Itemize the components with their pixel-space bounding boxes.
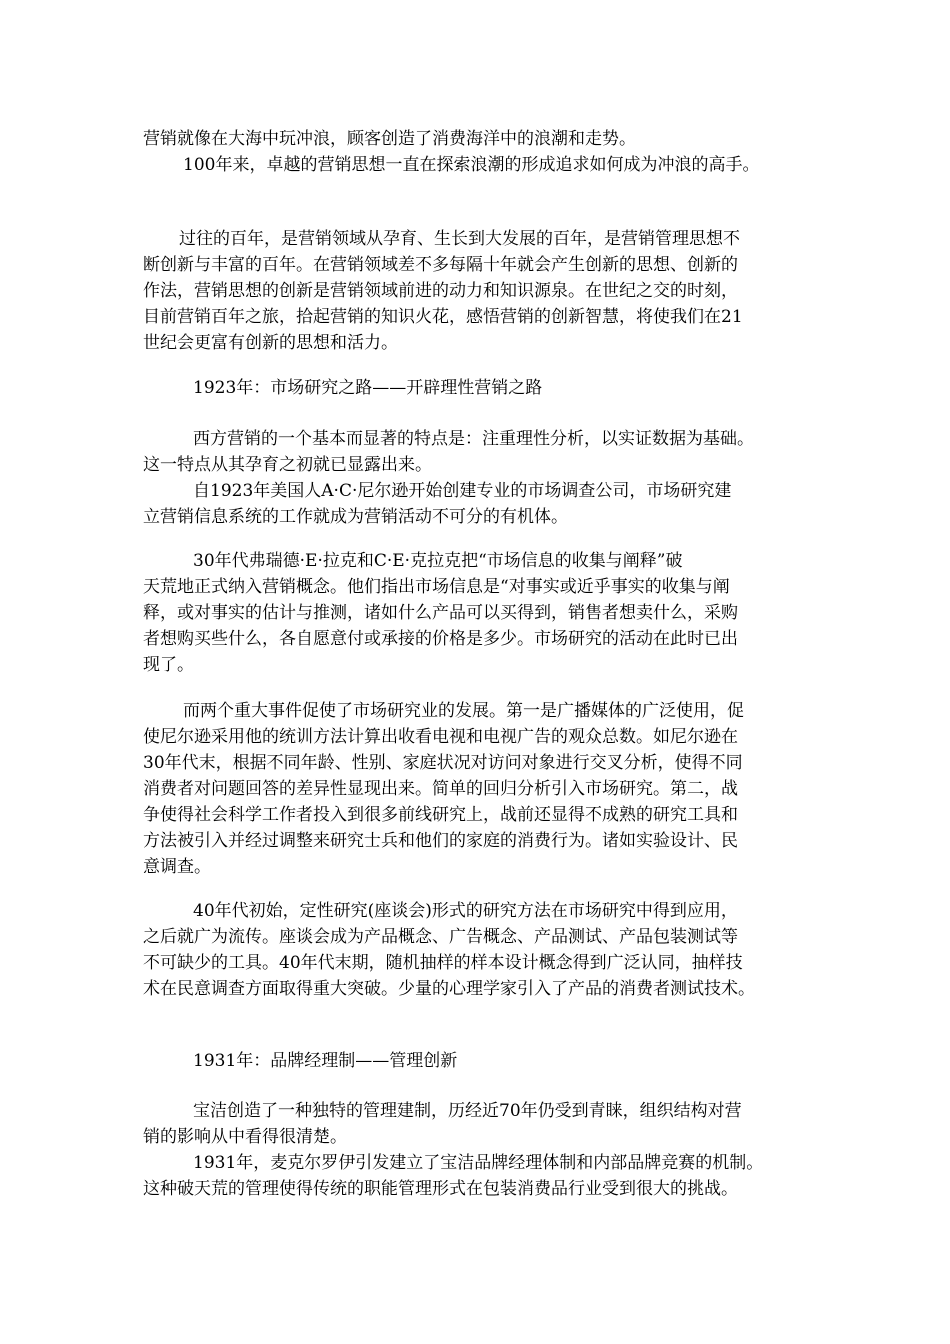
section1931-paragraph-1 bbox=[143, 1098, 823, 1150]
overview-paragraph bbox=[143, 226, 823, 356]
paragraph-line: 自1923年美国人A·C·尼尔逊开始创建专业的市场调查公司，市场研究建 bbox=[193, 481, 732, 501]
section-heading-1923: 1923年：市场研究之路——开辟理性营销之路 bbox=[193, 378, 543, 398]
paragraph-line: 使尼尔逊采用他的统训方法计算出收看电视和电视广告的观众总数。如尼尔逊在 bbox=[143, 727, 738, 747]
paragraph-line: 立营销信息系统的工作就成为营销活动不可分的有机体。 bbox=[143, 507, 568, 527]
paragraph-line: 1931年，麦克尔罗伊引发建立了宝洁品牌经理体制和内部品牌竞赛的机制。 bbox=[193, 1153, 764, 1173]
paragraph-line: 释，或对事实的估计与推测，诸如什么产品可以买得到，销售者想卖什么，采购 bbox=[143, 603, 738, 623]
section1923-paragraph-1 bbox=[143, 426, 823, 478]
intro-line-1: 营销就像在大海中玩冲浪，顾客创造了消费海洋中的浪潮和走势。 bbox=[143, 129, 636, 149]
paragraph-line: 天荒地正式纳入营销概念。他们指出市场信息是“对事实或近乎事实的收集与阐 bbox=[143, 577, 730, 597]
paragraph-line: 这种破天荒的管理使得传统的职能管理形式在包装消费品行业受到很大的挑战。 bbox=[143, 1179, 738, 1199]
paragraph-line: 现了。 bbox=[143, 655, 194, 675]
overview-line: 世纪会更富有创新的思想和活力。 bbox=[143, 333, 398, 353]
paragraph-line: 消费者对问题回答的差异性显现出来。简单的回归分析引入市场研究。第二，战 bbox=[143, 779, 738, 799]
paragraph-line: 销的影响从中看得很清楚。 bbox=[143, 1127, 347, 1147]
section1923-paragraph-2 bbox=[143, 478, 823, 530]
intro-line-2: 100年来，卓越的营销思想一直在探索浪潮的形成追求如何成为冲浪的高手。 bbox=[183, 155, 760, 175]
paragraph-line: 方法被引入并经过调整来研究士兵和他们的家庭的消费行为。诸如实验设计、民 bbox=[143, 831, 738, 851]
section1923-paragraph-5 bbox=[143, 898, 823, 1002]
overview-line: 目前营销百年之旅，拾起营销的知识火花，感悟营销的创新智慧，将使我们在21 bbox=[143, 307, 743, 327]
paragraph-line: 不可缺少的工具。40年代末期，随机抽样的样本设计概念得到广泛认同，抽样技 bbox=[143, 953, 743, 973]
paragraph-line: 西方营销的一个基本而显著的特点是：注重理性分析，以实证数据为基础。 bbox=[193, 429, 754, 449]
paragraph-line: 30年代弗瑞德·E·拉克和C·E·克拉克把“市场信息的收集与阐释”破 bbox=[193, 551, 683, 571]
overview-line: 作法，营销思想的创新是营销领域前进的动力和知识源泉。在世纪之交的时刻， bbox=[143, 281, 738, 301]
paragraph-line: 30年代末，根据不同年龄、性别、家庭状况对访问对象进行交叉分析，使得不同 bbox=[143, 753, 743, 773]
paragraph-line: 40年代初始，定性研究(座谈会)形式的研究方法在市场研究中得到应用， bbox=[193, 901, 738, 921]
section-heading-1931: 1931年：品牌经理制——管理创新 bbox=[193, 1051, 458, 1071]
paragraph-line: 这一特点从其孕育之初就已显露出来。 bbox=[143, 455, 432, 475]
paragraph-line: 之后就广为流传。座谈会成为产品概念、广告概念、产品测试、产品包装测试等 bbox=[143, 927, 738, 947]
intro-paragraph bbox=[143, 126, 823, 178]
paragraph-line: 术在民意调查方面取得重大突破。少量的心理学家引入了产品的消费者测试技术。 bbox=[143, 979, 755, 999]
paragraph-line: 意调查。 bbox=[143, 857, 211, 877]
paragraph-line: 者想购买些什么，各自愿意付或承接的价格是多少。市场研究的活动在此时已出 bbox=[143, 629, 738, 649]
paragraph-line: 宝洁创造了一种独特的管理建制，历经近70年仍受到青睐，组织结构对营 bbox=[193, 1101, 742, 1121]
overview-line: 断创新与丰富的百年。在营销领域差不多每隔十年就会产生创新的思想、创新的 bbox=[143, 255, 738, 275]
section1923-paragraph-4 bbox=[143, 698, 823, 880]
paragraph-line: 争使得社会科学工作者投入到很多前线研究上，战前还显得不成熟的研究工具和 bbox=[143, 805, 738, 825]
section1931-paragraph-2 bbox=[143, 1150, 823, 1202]
section1923-paragraph-3 bbox=[143, 548, 823, 678]
overview-line: 过往的百年，是营销领域从孕育、生长到大发展的百年，是营销管理思想不 bbox=[179, 229, 740, 249]
paragraph-line: 而两个重大事件促使了市场研究业的发展。第一是广播媒体的广泛使用，促 bbox=[183, 701, 744, 721]
